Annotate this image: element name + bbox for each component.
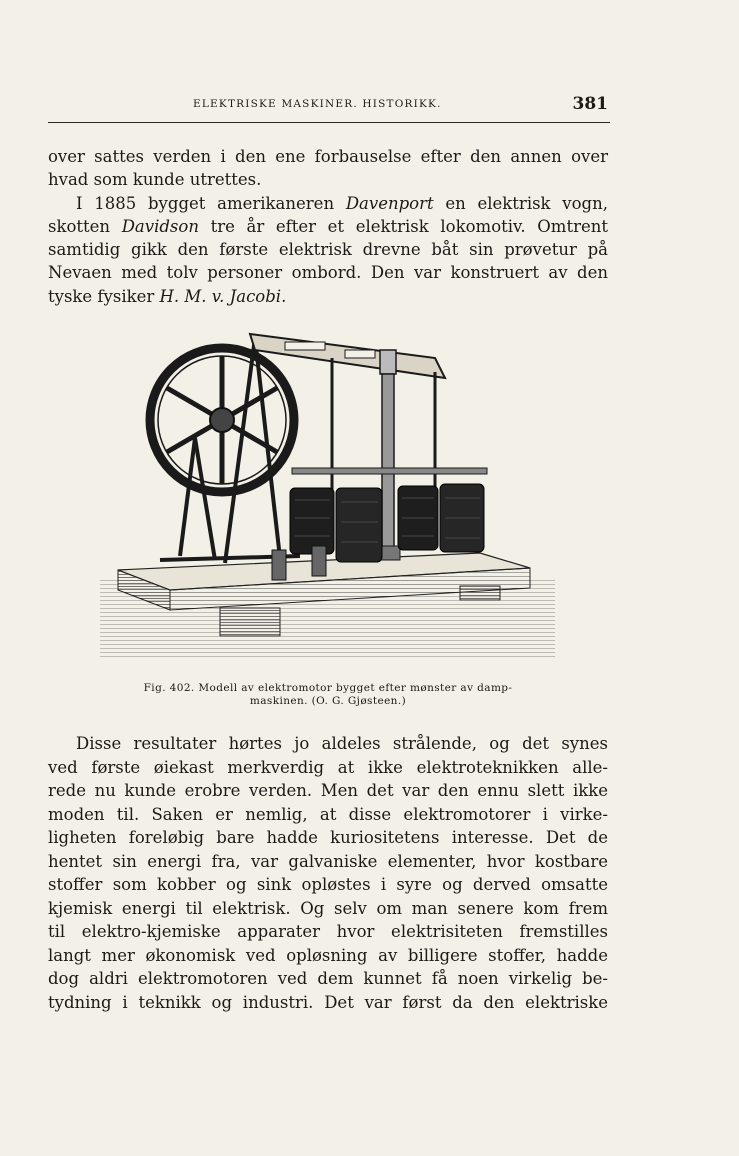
text-line: kjemisk energi til elektrisk. Og selv om man senere kom frem xyxy=(48,898,608,918)
figure-caption xyxy=(48,682,608,708)
text-line: til elektro-kjemiske apparater hvor elektrisiteten fremstilles xyxy=(48,922,608,941)
text-line: hvad som kunde utrettes. xyxy=(48,170,262,190)
text-line: samtidig gikk den første elektrisk drevne båt sin prøvetur på xyxy=(48,240,608,260)
person-name: H. M. v. Jacobi. xyxy=(159,286,287,306)
text-line: rede nu kunde erobre verden. Men det var den ennu slett ikke xyxy=(48,781,608,800)
crossbar xyxy=(292,468,487,474)
running-head: ELEKTRISKE MASKINER. HISTORIKK. xyxy=(193,98,442,110)
text-line: tyske fysiker H. M. v. Jacobi. xyxy=(48,286,287,306)
text-line: dog aldri elektromotoren ved dem kunnet få noen virkelig be- xyxy=(48,969,608,988)
text-line: tydning i teknikk og industri. Det var først da den elektriske xyxy=(48,992,608,1012)
top-text xyxy=(48,145,608,308)
text-line: Nevaen med tolv personer ombord. Den var konstruert av den xyxy=(48,263,608,283)
person-name: Davidson xyxy=(121,216,199,236)
text-line: Disse resultater hørtes jo aldeles strålende, og det synes xyxy=(76,734,608,753)
text-line: I 1885 bygget amerikaneren Davenport en elektrisk vogn, xyxy=(76,193,608,213)
person-name: Davenport xyxy=(345,193,434,213)
page-number: 381 xyxy=(572,94,608,114)
electromotor-illustration xyxy=(100,328,560,666)
caption-line: maskinen. (O. G. Gjøsteen.) xyxy=(249,695,407,707)
page-header xyxy=(48,94,610,123)
text-line: moden til. Saken er nemlig, at disse elektromotorer i virke- xyxy=(48,804,608,824)
text-line: hentet sin energi fra, var galvaniske elementer, hvor kostbare xyxy=(48,851,608,871)
caption-line: Fig. 402. Modell av elektromotor bygget efter mønster av damp- xyxy=(143,682,513,694)
text-line: ved første øiekast merkverdig at ikke elektroteknikken alle- xyxy=(48,757,608,777)
text-line: stoffer som kobber og sink opløstes i syre og derved omsatte xyxy=(48,875,608,894)
text-line: ligheten foreløbig bare hadde kuriositetens interesse. Det de xyxy=(48,828,608,847)
text-line: skotten Davidson tre år efter et elektrisk lokomotiv. Omtrent xyxy=(48,216,608,236)
figure-electromotor-engraving xyxy=(100,328,560,666)
text-line: langt mer økonomisk ved opløsning av billigere stoffer, hadde xyxy=(48,945,608,965)
bottom-text xyxy=(48,732,608,1014)
flywheel xyxy=(150,348,294,492)
text-line: over sattes verden i den ene forbauselse efter den annen over xyxy=(48,147,608,166)
